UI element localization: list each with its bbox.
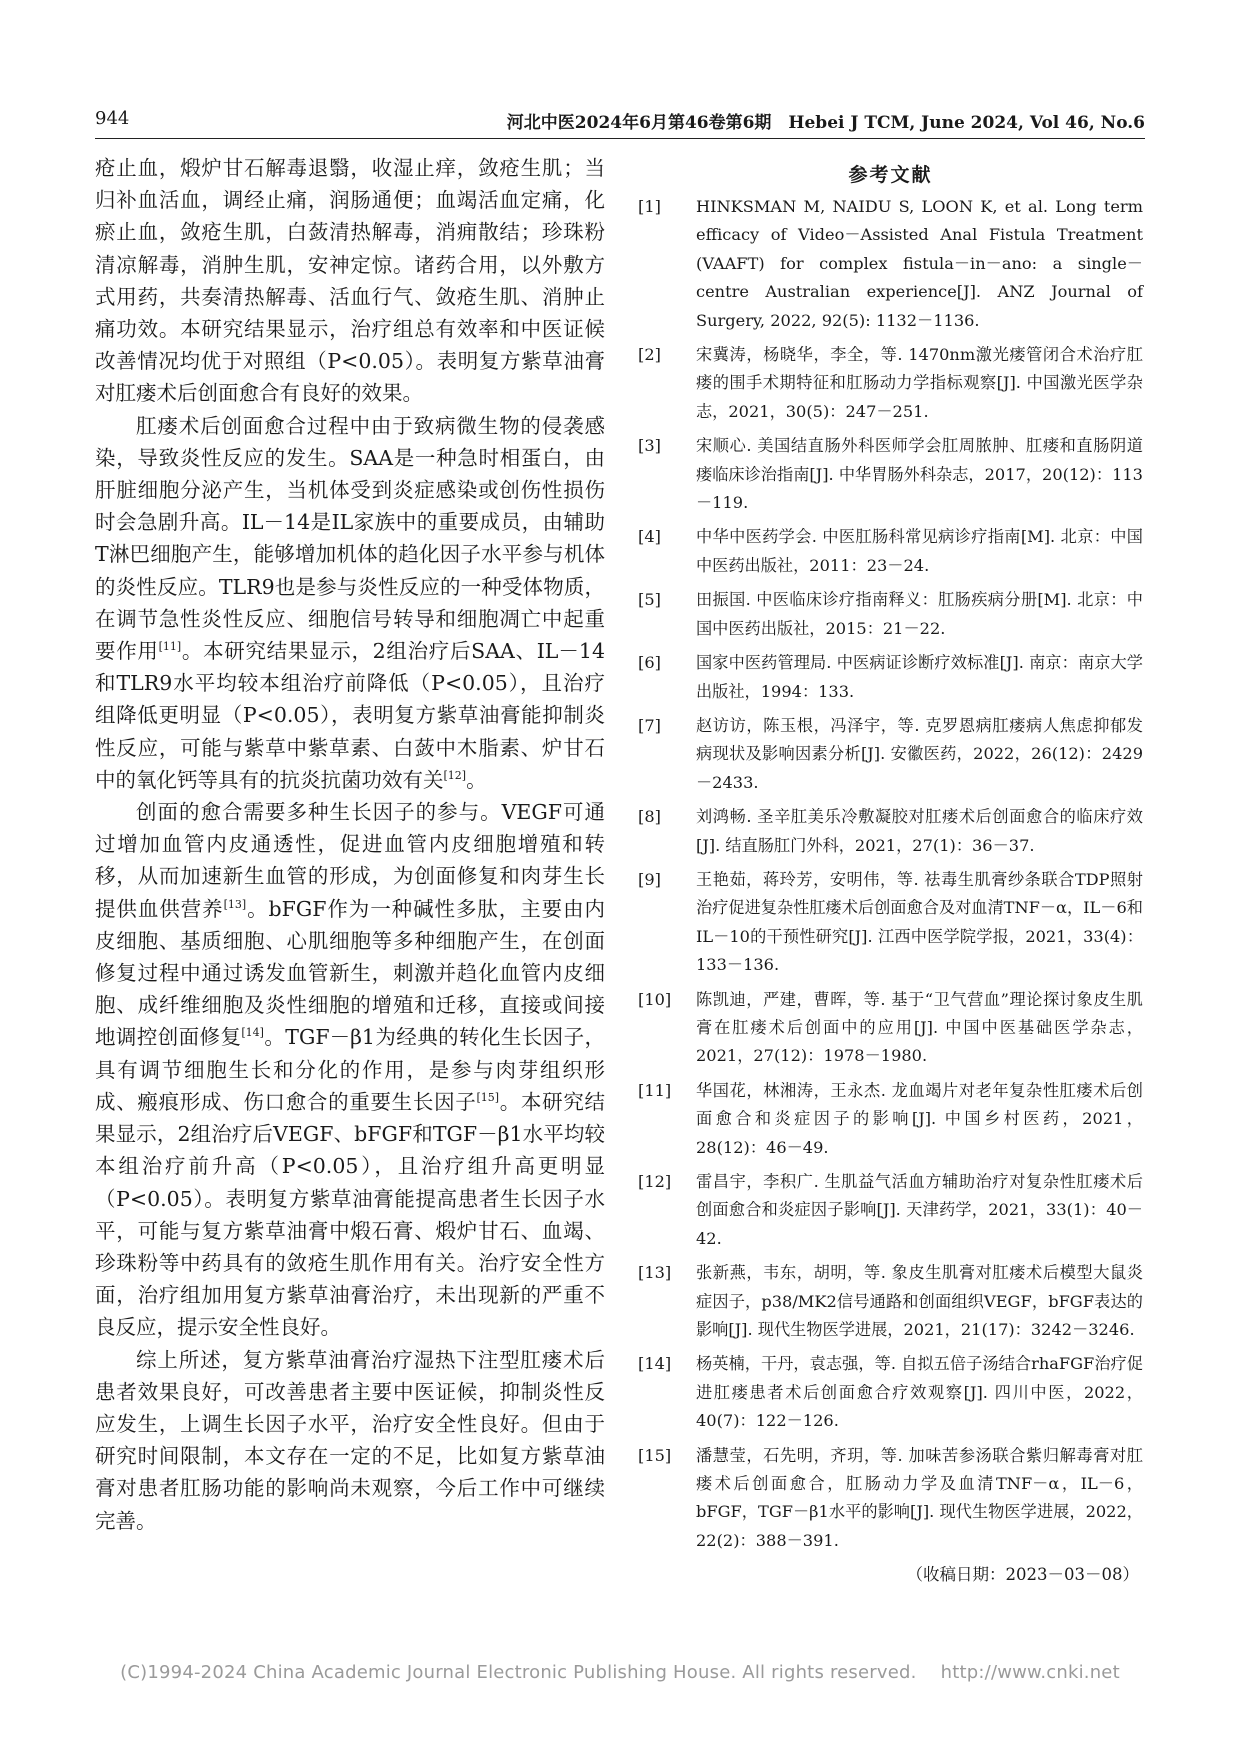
- paragraph-3-text-a: 创面的愈合需要多种生长因子的参与。VEGF可通过增加血管内皮通透性，促进血管内皮细胞增殖和转移，从而加速新生血管的形成，为创面修复和肉芽生长提供血供营养: [95, 800, 605, 921]
- reference-number: [4]: [638, 527, 661, 547]
- reference-text: 田振国. 中医临床诊疗指南释义：肛肠疾病分册[M]. 北京：中国中医药出版社，2015：21－22.: [696, 590, 1143, 638]
- reference-number: [14]: [638, 1354, 672, 1374]
- reference-text: 杨英楠，干丹，袁志强，等. 自拟五倍子汤结合rhaFGF治疗促进肛瘘患者术后创面愈合疗效观察[J]. 四川中医，2022，40(7)：122－126.: [696, 1354, 1143, 1431]
- reference-text: 中华中医药学会. 中医肛肠科常见病诊疗指南[M]. 北京：中国中医药出版社，2011：23－24.: [696, 527, 1143, 575]
- reference-text: 国家中医药管理局. 中医病证诊断疗效标准[J]. 南京：南京大学出版社，1994：133.: [696, 653, 1143, 701]
- citation-13: [13]: [223, 897, 247, 911]
- page-number: 944: [95, 108, 130, 129]
- paragraph-3-text-d: 。本研究结果显示，2组治疗后VEGF、bFGF和TGF－β1水平均较本组治疗前升高（P<0.05），且治疗组升高更明显（P<0.05）。表明复方紫草油膏能提高患者生长因子水平，可能与复方紫草油膏中煅石膏、煅炉甘石、血竭、珍珠粉等中药具有的敛疮生肌作用有关。治疗安全性方面，治疗组加用复方紫草油膏治疗，未出现新的严重不良反应，提示安全性良好。: [95, 1089, 606, 1340]
- reference-number: [13]: [638, 1263, 672, 1283]
- reference-text: HINKSMAN M, NAIDU S, LOON K, et al. Long term efficacy of Video－Assisted Anal Fistula Treatment (VAAFT) for complex fistula－in－ano: a single－centre Australian experience[J]. ANZ Journal of Surgery, 2022, 92(5): 1132－1136.: [696, 197, 1143, 330]
- paragraph-3-text-c: 。TGF－β1为经典的转化生长因子，具有调节细胞生长和分化的作用，是参与肉芽组织形成、瘢痕形成、伤口愈合的重要生长因子: [95, 1025, 606, 1114]
- reference-number: [11]: [638, 1080, 672, 1100]
- reference-text: 宋顺心. 美国结直肠外科医师学会肛周脓肿、肛瘘和直肠阴道瘘临床诊治指南[J]. 中华胃肠外科杂志，2017，20(12)：113－119.: [696, 436, 1143, 513]
- reference-item: [638, 803, 1143, 860]
- reference-text: 王艳茹，蒋玲芳，安明伟，等. 祛毒生肌膏纱条联合TDP照射治疗促进复杂性肛瘘术后创面愈合及对血清TNF－α，IL－6和IL－10的干预性研究[J]. 江西中医学院学报，2021，33(4)：133－136.: [696, 869, 1143, 975]
- paragraph-2: [95, 410, 605, 796]
- reference-item: [638, 866, 1143, 980]
- reference-number: [3]: [638, 436, 661, 456]
- citation-14: [14]: [241, 1026, 264, 1040]
- page-header: [95, 108, 1145, 136]
- journal-info: 河北中医2024年6月第46卷第6期 Hebei J TCM, June 2024, Vol 46, No.6: [506, 113, 1145, 133]
- citation-15: [15]: [476, 1091, 500, 1105]
- reference-item: [638, 1442, 1143, 1556]
- reference-list: [638, 193, 1143, 1555]
- paragraph-2-text-a: 肛瘘术后创面愈合过程中由于致病微生物的侵袭感染，导致炎性反应的发生。SAA是一种急时相蛋白，由肝脏细胞分泌产生，当机体受到炎症感染或创伤性损伤时会急剧升高。IL－14是IL家族中的重要成员，由辅助T淋巴细胞产生，能够增加机体的趋化因子水平参与机体的炎性反应。TLR9也是参与炎性反应的一种受体物质，在调节急性炎性反应、细胞信号转导和细胞凋亡中起重要作用: [95, 413, 605, 664]
- reference-text: 雷昌宇，李积广. 生肌益气活血方辅助治疗对复杂性肛瘘术后创面愈合和炎症因子影响[J]. 天津药学，2021，33(1)：40－42.: [696, 1172, 1143, 1248]
- paragraph-3: [95, 796, 605, 1343]
- reference-number: [5]: [638, 590, 661, 610]
- reference-number: [15]: [638, 1445, 672, 1465]
- reference-item: [638, 586, 1143, 643]
- paragraph-3-text-b: 。bFGF作为一种碱性多肽，主要由内皮细胞、基质细胞、心肌细胞等多种细胞产生，在创面修复过程中通过诱发血管新生，刺激并趋化血管内皮细胞、成纤维细胞及炎性细胞的增殖和迁移，直接或间接地调控创面修复: [95, 896, 605, 1050]
- reference-number: [9]: [638, 869, 661, 889]
- reference-text: 潘慧莹，石先明，齐玥，等. 加味苦参汤联合紫归解毒膏对肛瘘术后创面愈合，肛肠动力学及血清TNF－α，IL－6，bFGF，TGF－β1水平的影响[J]. 现代生物医学进展，2022，22(2)：388－391.: [696, 1445, 1143, 1550]
- reference-number: [2]: [638, 345, 661, 365]
- reference-text: 华国花，林湘涛，王永杰. 龙血竭片对老年复杂性肛瘘术后创面愈合和炎症因子的影响[J]. 中国乡村医药，2021，28(12)：46－49.: [696, 1080, 1143, 1157]
- reference-number: [12]: [638, 1172, 672, 1191]
- references-column: [638, 160, 1143, 1585]
- received-date: （收稿日期：2023－03－08）: [906, 1565, 1139, 1585]
- reference-item: [638, 193, 1143, 335]
- paragraph-2-text-b: 。本研究结果显示，2组治疗后SAA、IL－14和TLR9水平均较本组治疗前降低（P<0.05），且治疗组降低更明显（P<0.05），表明复方紫草油膏能抑制炎性反应，可能与紫草中紫草素、白蔹中木脂素、炉甘石中的氧化钙等具有的抗炎抗菌功效有关: [95, 639, 605, 792]
- reference-item: [638, 432, 1143, 517]
- header-rule: [95, 138, 1145, 139]
- reference-text: 刘鸿畅. 圣辛肛美乐冷敷凝胶对肛瘘术后创面愈合的临床疗效[J]. 结直肠肛门外科，2021，27(1)：36－37.: [696, 807, 1143, 855]
- reference-text: 陈凯迪，严建，曹晖，等. 基于“卫气营血”理论探讨象皮生肌膏在肛瘘术后创面中的应用[J]. 中国中医基础医学杂志，2021，27(12)：1978－1980.: [696, 989, 1143, 1066]
- reference-number: [6]: [638, 653, 661, 673]
- reference-item: [638, 649, 1143, 706]
- reference-item: [638, 1168, 1143, 1253]
- reference-item: [638, 712, 1143, 797]
- reference-number: [7]: [638, 715, 661, 735]
- reference-text: 赵访访，陈玉根，冯泽宇，等. 克罗恩病肛瘘病人焦虑抑郁发病现状及影响因素分析[J]. 安徽医药，2022，26(12)：2429－2433.: [696, 715, 1143, 792]
- reference-number: [10]: [638, 989, 672, 1009]
- reference-number: [1]: [638, 197, 661, 216]
- references-title: 参考文献: [848, 164, 933, 186]
- reference-text: 宋冀涛，杨晓华，李全，等. 1470nm激光瘘管闭合术治疗肛瘘的围手术期特征和肛肠动力学指标观察[J]. 中国激光医学杂志，2021，30(5)：247－251.: [696, 345, 1143, 421]
- paragraph-4: 综上所述，复方紫草油膏治疗湿热下注型肛瘘术后患者效果良好，可改善患者主要中医证候，抑制炎性反应发生，上调生长因子水平，治疗安全性良好。但由于研究时间限制，本文存在一定的不足，比如复方紫草油膏对患者肛肠功能的影响尚未观察，今后工作中可继续完善。: [95, 1347, 605, 1533]
- copyright-footer: (C)1994-2024 China Academic Journal Electronic Publishing House. All rights reserved. http://www.cnki.net: [120, 1662, 1120, 1683]
- reference-item: [638, 1259, 1143, 1344]
- paragraph-1: 疮止血，煅炉甘石解毒退翳，收湿止痒，敛疮生肌；当归补血活血，调经止痛，润肠通便；血竭活血定痛，化瘀止血，敛疮生肌，白蔹清热解毒，消痈散结；珍珠粉清凉解毒，消肿生肌，安神定惊。诸药合用，以外敷方式用药，共奏清热解毒、活血行气、敛疮生肌、消肿止痛功效。本研究结果显示，治疗组总有效率和中医证候改善情况均优于对照组（P<0.05）。表明复方紫草油膏对肛瘘术后创面愈合有良好的效果。: [95, 156, 605, 406]
- reference-item: [638, 1350, 1143, 1435]
- reference-item: [638, 986, 1143, 1071]
- reference-number: [8]: [638, 807, 661, 827]
- reference-item: [638, 523, 1143, 580]
- reference-item: [638, 1077, 1143, 1162]
- reference-item: [638, 341, 1143, 426]
- reference-text: 张新燕，韦东，胡明，等. 象皮生肌膏对肛瘘术后模型大鼠炎症因子，p38/MK2信号通路和创面组织VEGF，bFGF表达的影响[J]. 现代生物医学进展，2021，21(17)：3242－3246.: [696, 1263, 1143, 1340]
- citation-11: [11]: [158, 640, 182, 654]
- citation-12: [12]: [443, 769, 467, 783]
- paragraph-2-text-c: 。: [466, 767, 487, 792]
- body-text-column: [95, 152, 605, 1537]
